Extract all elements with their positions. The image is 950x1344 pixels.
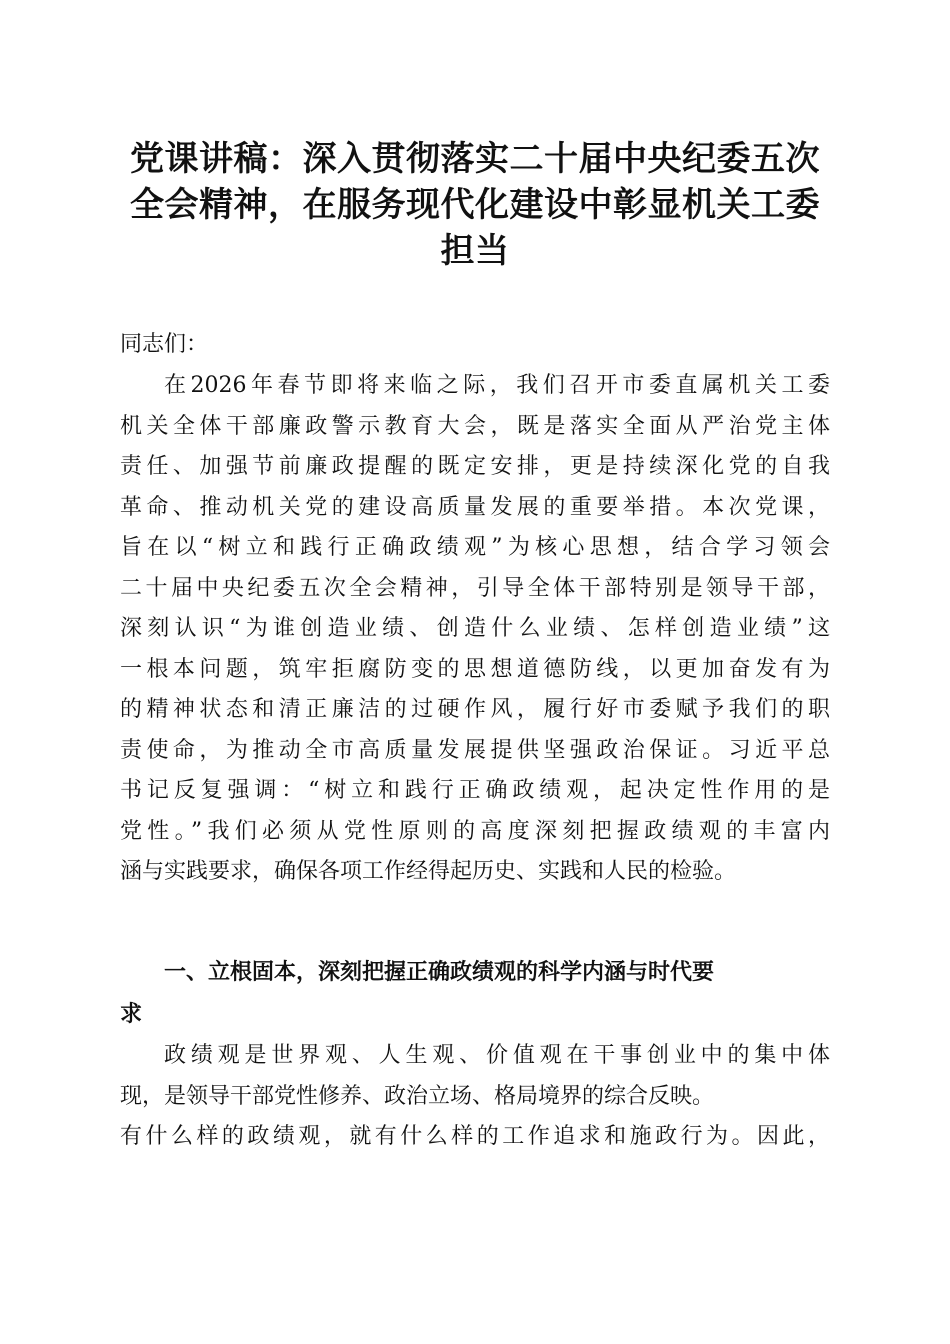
paragraph-intro	[120, 366, 830, 893]
text-line: 责使命，为推动全市高质量发展提供坚强政治保证。习近平总	[120, 737, 830, 763]
text-line: 二十届中央纪委五次全会精神，引导全体干部特别是领导干部，	[120, 575, 830, 601]
heading-line: 求	[120, 1002, 143, 1027]
title-line: 全会精神，在服务现代化建设中彰显机关工委	[130, 185, 820, 225]
text-line: 有什么样的政绩观，就有什么样的工作追求和施政行为。因此，	[120, 1124, 830, 1149]
text-line: 责任、加强节前廉政提醒的既定安排，更是持续深化党的自我	[120, 454, 830, 479]
text-line: 现，是领导干部党性修养、政治立场、格局境界的综合反映。	[120, 1083, 715, 1109]
text-line: 的精神状态和清正廉洁的过硬作风，履行好市委赋予我们的职	[120, 697, 830, 722]
text-line: 政绩观是世界观、人生观、价值观在干事创业中的集中体	[164, 1043, 830, 1068]
text-line: 旨在以“树立和践行正确政绩观”为核心思想，结合学习领会	[120, 535, 830, 560]
salutation: 同志们：	[120, 332, 209, 357]
paragraph-section-1	[120, 1036, 830, 1158]
text-line: 党性。”我们必须从党性原则的高度深刻把握政绩观的丰富内	[120, 818, 830, 844]
text-line: 一根本问题，筑牢拒腐防变的思想道德防线，以更加奋发有为	[120, 656, 830, 682]
heading-line: 一、立根固本，深刻把握正确政绩观的科学内涵与时代要	[164, 960, 715, 985]
text-line: 涵与实践要求，确保各项工作经得起历史、实践和人民的检验。	[120, 859, 737, 884]
text-line: 革命、推动机关党的建设高质量发展的重要举措。本次党课，	[120, 494, 830, 520]
text-line: 书记反复强调：“树立和践行正确政绩观，起决定性作用的是	[120, 778, 830, 803]
document-title	[100, 136, 850, 274]
section-heading-1	[120, 952, 830, 1036]
title-line: 党课讲稿：深入贯彻落实二十届中央纪委五次	[130, 139, 820, 179]
title-line: 担当	[440, 231, 510, 271]
text-line: 深刻认识“为谁创造业绩、创造什么业绩、怎样创造业绩”这	[120, 616, 830, 641]
text-line: 机关全体干部廉政警示教育大会，既是落实全面从严治党主体	[120, 413, 830, 439]
text-line: 在2026年春节即将来临之际，我们召开市委直属机关工委	[164, 373, 830, 398]
